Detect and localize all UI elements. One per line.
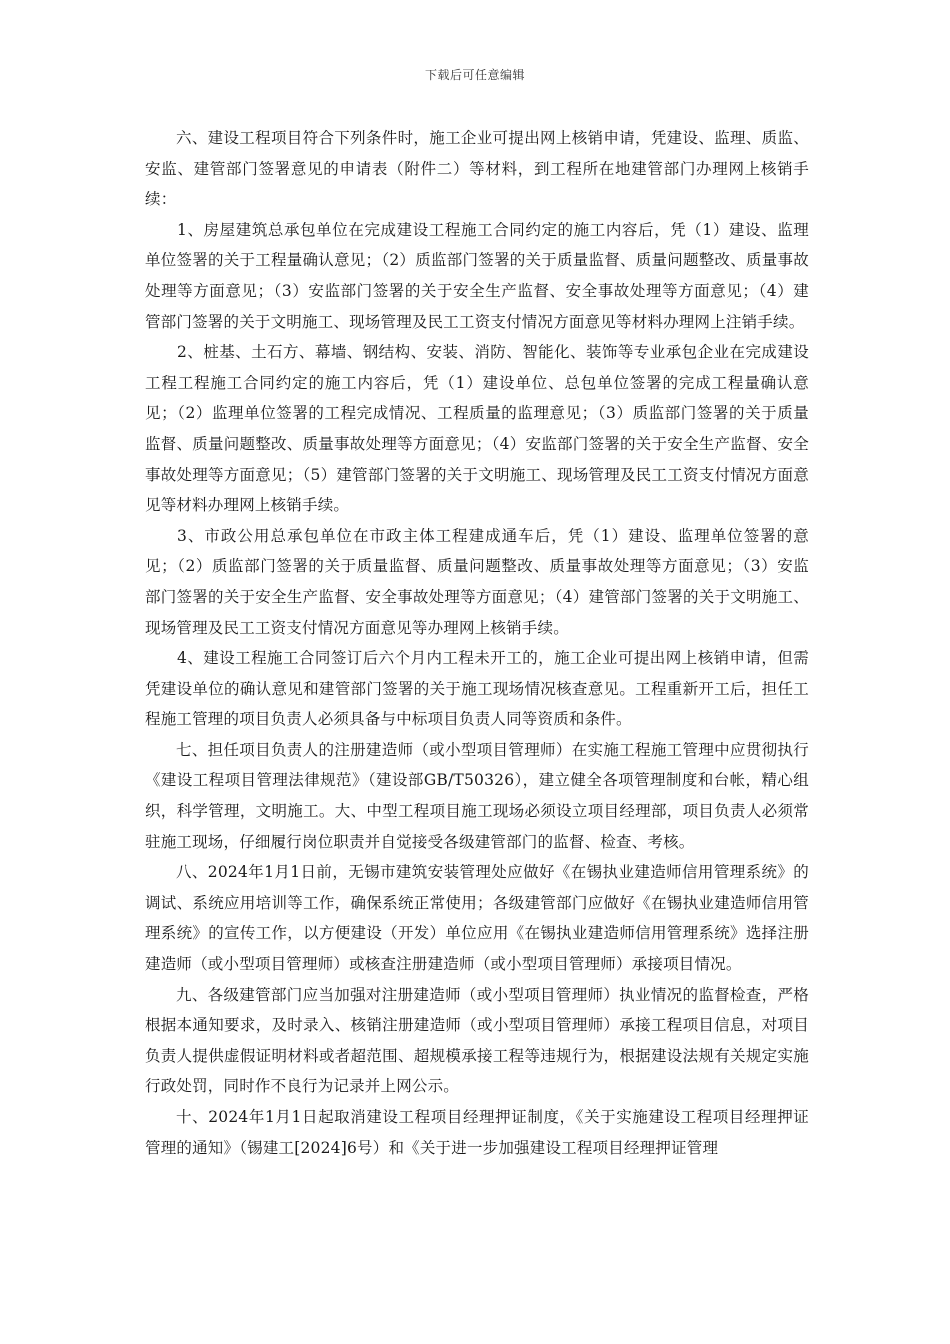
paragraph-seven: 七、担任项目负责人的注册建造师（或小型项目管理师）在实施工程施工管理中应贯彻执行《建设工程项目管理法律规范》（建设部GB/T50326），建立健全各项管理制度和台帐，精心组织，科学管理，文明施工。大、中型工程项目施工现场必须设立项目经理部，项目负责人必须常驻施工现场，仔细履行岗位职责并自觉接受各级建管部门的监督、检查、考核。 xyxy=(145,740,809,851)
paragraph-six-item-3: 3、市政公用总承包单位在市政主体工程建成通车后，凭（1）建设、监理单位签署的意见；（2）质监部门签署的关于质量监督、质量问题整改、质量事故处理等方面意见；（3）安监部门签署的关于安全生产监督、安全事故处理等方面意见；（4）建管部门签署的关于文明施工、现场管理及民工工资支付情况方面意见等办理网上核销手续。 xyxy=(145,526,809,637)
paragraph-six: 六、建设工程项目符合下列条件时，施工企业可提出网上核销申请，凭建设、监理、质监、安监、建管部门签署意见的申请表（附件二）等材料，到工程所在地建管部门办理网上核销手续： xyxy=(145,129,809,209)
document-body xyxy=(145,123,809,1163)
page-header-note: 下载后可任意编辑 xyxy=(424,68,525,82)
paragraph-six-item-2: 2、桩基、土石方、幕墙、钢结构、安装、消防、智能化、装饰等专业承包企业在完成建设工程工程施工合同约定的施工内容后，凭（1）建设单位、总包单位签署的完成工程量确认意见；（2）监理单位签署的工程完成情况、工程质量的监理意见；（3）质监部门签署的关于质量监督、质量问题整改、质量事故处理等方面意见；（4）安监部门签署的关于安全生产监督、安全事故处理等方面意见；（5）建管部门签署的关于文明施工、现场管理及民工工资支付情况方面意见等材料办理网上核销手续。 xyxy=(145,343,809,515)
paragraph-six-item-4: 4、建设工程施工合同签订后六个月内工程未开工的，施工企业可提出网上核销申请，但需凭建设单位的确认意见和建管部门签署的关于施工现场情况核查意见。工程重新开工后，担任工程施工管理的项目负责人必须具备与中标项目负责人同等资质和条件。 xyxy=(145,649,809,729)
paragraph-nine: 九、各级建管部门应当加强对注册建造师（或小型项目管理师）执业情况的监督检查，严格根据本通知要求，及时录入、核销注册建造师（或小型项目管理师）承接工程项目信息，对项目负责人提供虚假证明材料或者超范围、超规模承接工程等违规行为，根据建设法规有关规定实施行政处罚，同时作不良行为记录并上网公示。 xyxy=(145,985,809,1096)
paragraph-six-item-1: 1、房屋建筑总承包单位在完成建设工程施工合同约定的施工内容后，凭（1）建设、监理单位签署的关于工程量确认意见；（2）质监部门签署的关于质量监督、质量问题整改、质量事故处理等方面意见；（3）安监部门签署的关于安全生产监督、安全事故处理等方面意见；（4）建管部门签署的关于文明施工、现场管理及民工工资支付情况方面意见等材料办理网上注销手续。 xyxy=(145,220,809,331)
paragraph-ten: 十、2024年1月1日起取消建设工程项目经理押证制度，《关于实施建设工程项目经理押证管理的通知》（锡建工[2024]6号）和《关于进一步加强建设工程项目经理押证管理 xyxy=(145,1108,809,1157)
paragraph-eight: 八、2024年1月1日前，无锡市建筑安装管理处应做好《在锡执业建造师信用管理系统》的调试、系统应用培训等工作，确保系统正常使用；各级建管部门应做好《在锡执业建造师信用管理系统》的宣传工作，以方便建设（开发）单位应用《在锡执业建造师信用管理系统》选择注册建造师（或小型项目管理师）或核查注册建造师（或小型项目管理师）承接项目情况。 xyxy=(145,863,809,974)
